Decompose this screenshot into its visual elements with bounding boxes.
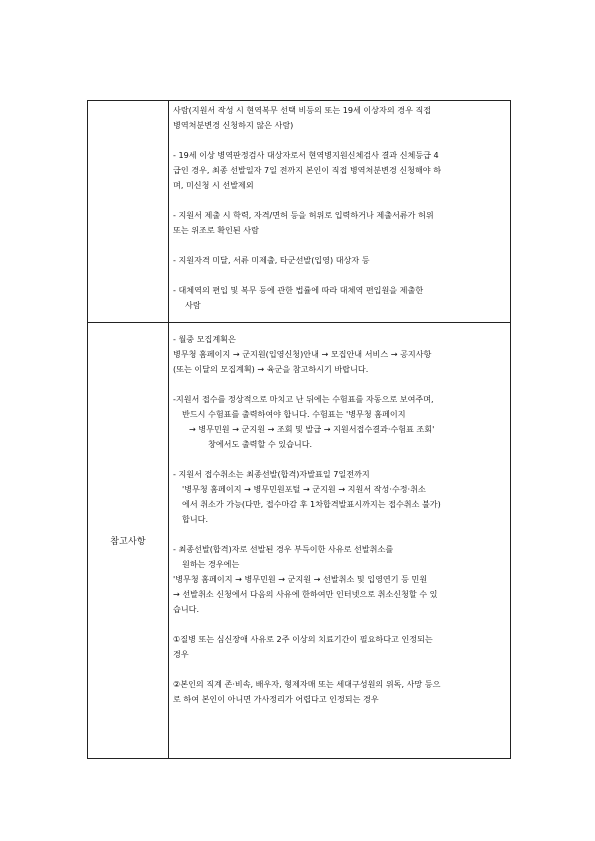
info-table — [87, 100, 511, 759]
paragraph-reason-2: ②본인의 직계 존·비속, 배우자, 형제자매 또는 세대구성원의 위독, 사망 등으 로 하여 본인이 아니면 가사정리가 어렵다고 인정되는 경우 — [173, 679, 441, 704]
paragraph-reason-1: ①질병 또는 심신장애 사유로 2주 이상의 치료기간이 필요하다고 인정되는 경우 — [173, 634, 433, 659]
paragraph: - 지원자격 미달, 서류 미제출, 타군선발(입영) 대상자 등 — [173, 255, 370, 265]
table-row — [88, 101, 511, 323]
paragraph: - 대체역의 편입 및 복무 등에 관한 법률에 따라 대체역 편입원을 제출한 사람 — [173, 285, 424, 310]
row-label-notes: 참고사항 — [88, 323, 169, 759]
paragraph-monthly: - 월중 모집계획은 병무청 홈페이지 → 군지원(입영신청)안내 → 모집안내 서비스 → 공지사항 (또는 이달의 모집계획) → 육군을 참고하시기 바랍니다. — [173, 334, 432, 374]
row-label-empty — [88, 101, 169, 323]
table-row — [88, 323, 511, 759]
paragraph: - 19세 이상 병역판정검사 대상자로서 현역병지원신체검사 결과 신체등급 4 급인 경우, 최종 선발일자 7일 전까지 본인이 직접 병역처분변경 신청해야 하 며, 미신청 시 선발제외 — [173, 150, 442, 190]
disqualification-cell — [169, 101, 511, 323]
paragraph: - 지원서 제출 시 학력, 자격/면허 등을 허위로 입력하거나 제출서류가 허위 또는 위조로 확인된 사람 — [173, 210, 434, 235]
paragraph-receipt: -지원서 접수를 정상적으로 마치고 난 뒤에는 수험표를 자동으로 보여주며, 반드시 수험표를 출력하여야 합니다. 수험표는 '병무청 홈페이지 → 병무민원 → 군지원 → 조회 및 발급 → 지원서접수결과·수험표 조회' 창에서도 출력할 수 있습니다. — [173, 394, 435, 449]
paragraph-cancel: - 지원서 접수취소는 최종선발(합격)자발표일 7일전까지 '병무청 홈페이지 → 병무민원포털 → 군지원 → 지원서 작성·수정·취소 에서 취소가 가능(다만, 접수마감 후 1차합격발표시까지는 접수취소 불가) 합니다. — [173, 469, 441, 524]
notes-cell — [169, 323, 511, 759]
paragraph-final: - 최종선발(합격)자로 선발된 경우 부득이한 사유로 선발취소를 원하는 경우에는 '병무청 홈페이지 → 병무민원 → 군지원 → 선발취소 및 입영연기 등 민원 → 선발취소 신청에서 다음의 사유에 한하여만 인터넷으로 취소신청할 수 있 습니다. — [173, 544, 438, 614]
paragraph: 사람(지원서 작성 시 현역복무 선택 비등의 또는 19세 이상자의 경우 직접 병역처분변경 신청하지 않은 사람) — [173, 105, 432, 130]
